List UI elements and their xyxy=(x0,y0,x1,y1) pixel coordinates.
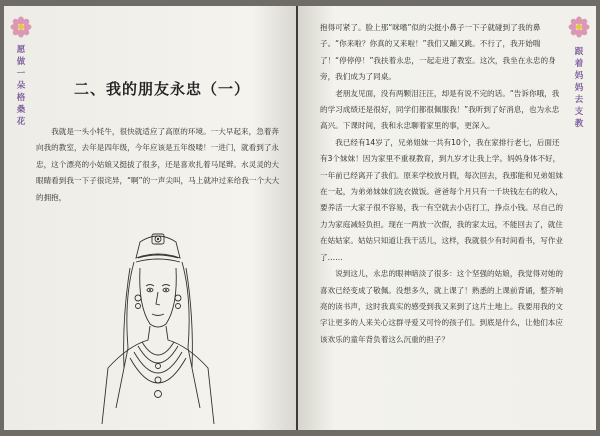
left-page xyxy=(4,6,296,430)
left-body-text xyxy=(36,124,284,206)
paragraph: 我已经有14岁了，兄弟姐妹一共有10个，我在家排行老七，后面还有3个妹妹！因为家里不重视教育，到九岁才让我上学。妈妈身体不好，一年前已经离开了我们。原来学校放月假，每次回去，我那能和兄弟姐妹在一起，为弟弟妹妹们洗衣做饭。爸爸每个月只有一千块钱左右的收入，要养活一大家子很不容易，我一有空就去小店打工，挣点小钱。尽自己的力为家庭减轻负担。现在一两放一次假，我的家太远，不能回去了，就住在姑姑家。姑姑只知道让我干活儿，这样，我就很少有时间看书，写作业了…… xyxy=(320,137,563,262)
paragraph: 说到这儿，永忠的眼神暗淡了很多：这个坚强的姑娘，我觉得对她的喜欢已经变成了敬佩。没想多久，就上课了！熟悉的上课前背诵，整齐响亮的读书声，这时我真实的感受到我又来到了这片土地上。我要用我的文字让更多的人来关心这群寻爱又可怜的孩子们。到底是什么，让他们本应该欢乐的童年背负着这么沉重的担子？ xyxy=(320,269,563,344)
flower-ornament-icon xyxy=(10,16,32,38)
paragraph: 抱得可紧了。脸上那“咪嗜”似的尖挺小鼻子一下子就碰到了我的鼻子。“你来啦？你真的又来啦！”我们又蹦又跳。不行了，我开始喘了！“停停停！”我扶着永忠，一起走进了教室。这次，我坐在永忠的身旁，我们成为了同桌。 xyxy=(320,23,556,82)
flower-ornament-icon xyxy=(568,16,590,38)
book-spread xyxy=(4,6,596,430)
right-body-text xyxy=(320,20,565,348)
right-page xyxy=(298,6,596,430)
running-title: 跟着妈妈去支教 xyxy=(574,47,584,129)
paragraph: 老朋友见面，没有两颗泪汪汪，却是有说不完的话。“告诉你哦，我的学习成绩还是很好，同学们都很佩服我！”我听到了好消息，也为永忠高兴。下课时间，我和永忠聊着家里的事，更深入。 xyxy=(320,88,560,131)
paragraph: 我就是一头小牦牛，很快就适应了高原的环境。一大早起来，急着奔向我的教室，去年是四年级，今年应该是五年级喽！一进门，就看到了永忠，这个漂亮的小姑娘又挺拔了很多，还是喜欢扎着马尾辫。水灵灵的大眼睛看到我一下子很诧异，“啊”的一声尖叫，马上就冲过来给我一个大大的拥抱， xyxy=(36,127,280,202)
running-title: 愿做一朵格桑花 xyxy=(16,45,26,127)
tibetan-girl-portrait-icon xyxy=(88,228,228,424)
chapter-title: 二、我的朋友永忠（一） xyxy=(74,80,251,98)
